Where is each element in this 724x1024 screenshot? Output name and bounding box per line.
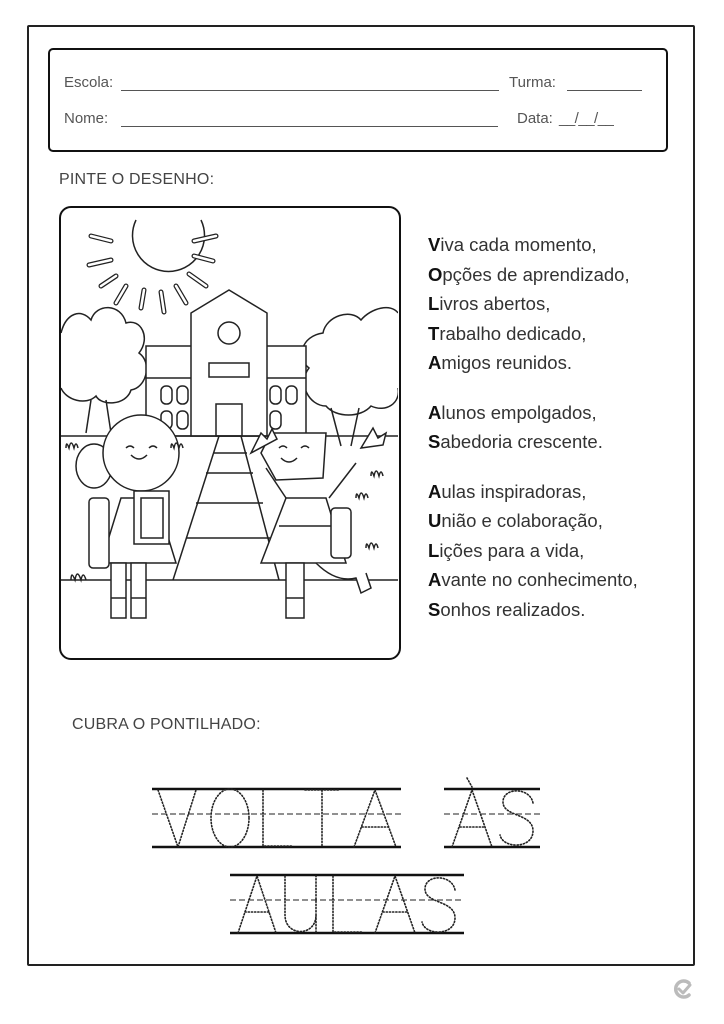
poem-line: Amigos reunidos. (428, 352, 572, 373)
poem-line: Avante no conhecimento, (428, 569, 638, 590)
tree-right-icon (302, 308, 398, 415)
date-label: Data: (517, 110, 553, 127)
name-field[interactable] (121, 110, 498, 127)
school-label: Escola: (64, 74, 114, 91)
school-building-icon (146, 290, 306, 436)
poem-line: Sabedoria crescente. (428, 431, 603, 452)
poem-verse-2 (428, 398, 638, 457)
girl-with-books-icon (76, 415, 179, 618)
poem-verse-1 (428, 230, 638, 378)
school-field[interactable] (121, 74, 499, 91)
class-field[interactable] (567, 74, 642, 91)
poem-line: Livros abertos, (428, 293, 551, 314)
traced-word-aulas (238, 876, 455, 933)
poem-verse-3 (428, 477, 638, 625)
checkmark-c-logo-icon (672, 978, 694, 1000)
tracing-instruction: CUBRA O PONTILHADO: (72, 716, 261, 733)
poem-line: Lições para a vida, (428, 539, 585, 561)
sun-icon (89, 220, 216, 312)
girl-waving-icon (251, 428, 386, 618)
poem-line: Alunos empolgados, (428, 401, 597, 423)
coloring-instruction: PINTE O DESENHO: (59, 171, 215, 188)
poem-line: Trabalho dedicado, (428, 322, 587, 344)
poem-line: União e colaboração, (428, 510, 603, 531)
name-label: Nome: (64, 110, 109, 127)
coloring-picture[interactable] (59, 206, 401, 660)
poem-line: Aulas inspiradoras, (428, 480, 587, 502)
class-label: Turma: (509, 74, 556, 91)
traced-word-volta (158, 789, 396, 847)
poem-line: Sonhos realizados. (428, 598, 586, 620)
school-scene-illustration (61, 208, 398, 657)
poem-line: Opções de aprendizado, (428, 263, 630, 285)
student-info-box (48, 48, 668, 152)
tracing-exercise[interactable] (140, 775, 560, 945)
date-field[interactable]: __/__/__ (559, 110, 614, 127)
tree-left-icon (61, 308, 147, 403)
poem-line: Viva cada momento, (428, 234, 597, 255)
acrostic-poem (428, 230, 638, 639)
